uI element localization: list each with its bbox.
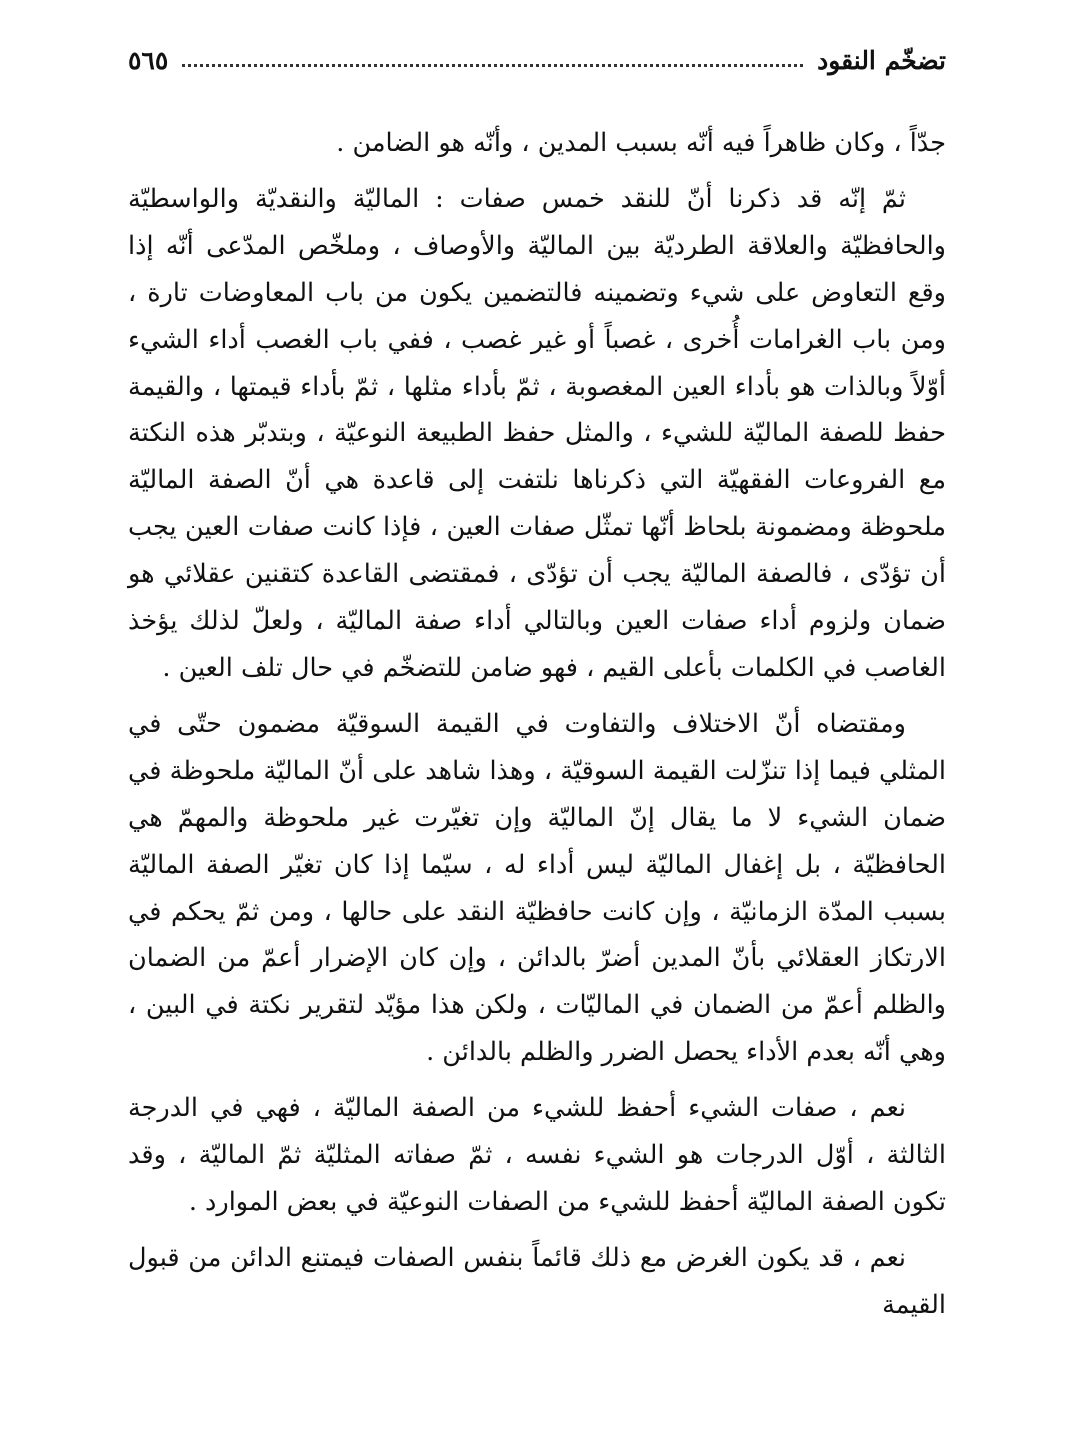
running-title: تضخّم النقود <box>817 45 946 75</box>
paragraph: نعم ، قد يكون الغرض مع ذلك قائماً بنفس الصفات فيمتنع الدائن من قبول القيمة <box>128 1242 946 1320</box>
page-header <box>128 38 946 82</box>
paragraph: نعم ، صفات الشيء أحفظ للشيء من الصفة الماليّة ، فهي في الدرجة الثالثة ، أوّل الدرجات هو الشيء نفسه ، ثمّ صفاته المثليّة ثمّ الماليّة ، وقد تكون الصفة الماليّة أحفظ للشيء من الصفات النوعيّة في بعض الموارد . <box>128 1093 946 1217</box>
page-number: ٥٦٥ <box>128 45 169 75</box>
paragraph: ثمّ إنّه قد ذكرنا أنّ للنقد خمس صفات : الماليّة والنقديّة والواسطيّة والحافظيّة والعلاقة الطرديّة بين الماليّة والأوصاف ، وملخّص المدّعى أنّه إذا وقع التعاوض على شيء وتضمينه فالتضمين يكون من باب المعاوضات تارة ، ومن باب الغرامات أُخرى ، غصباً أو غير غصب ، ففي باب الغصب أداء الشيء أوّلاً وبالذات هو بأداء العين المغصوبة ، ثمّ بأداء مثلها ، ثمّ بأداء قيمتها ، والقيمة حفظ للصفة الماليّة للشيء ، والمثل حفظ الطبيعة النوعيّة ، وبتدبّر هذه النكتة مع الفروعات الفقهيّة التي ذكرناها نلتفت إلى قاعدة هي أنّ الصفة الماليّة ملحوظة ومضمونة بلحاظ أنّها تمثّل صفات العين ، فإذا كانت صفات العين يجب أن تؤدّى ، فالصفة الماليّة يجب أن تؤدّى ، فمقتضى القاعدة كتقنين عقلائي هو ضمان ولزوم أداء صفات العين وبالتالي أداء صفة الماليّة ، ولعلّ لذلك يؤخذ الغاصب في الكلمات بأعلى القيم ، فهو ضامن للتضخّم في حال تلف العين . <box>128 183 946 683</box>
paragraph: ومقتضاه أنّ الاختلاف والتفاوت في القيمة السوقيّة مضمون حتّى في المثلي فيما إذا تنزّلت القيمة السوقيّة ، وهذا شاهد على أنّ الماليّة ملحوظة في ضمان الشيء لا ما يقال إنّ الماليّة وإن تغيّرت غير ملحوظة والمهمّ هي الحافظيّة ، بل إغفال الماليّة ليس أداء له ، سيّما إذا كان تغيّر الصفة الماليّة بسبب المدّة الزمانيّة ، وإن كانت حافظيّة النقد على حالها ، ومن ثمّ يحكم في الارتكاز العقلائي بأنّ المدين أضرّ بالدائن ، وإن كان الإضرار أعمّ من الضمان والظلم أعمّ من الضمان في الماليّات ، ولكن هذا مؤيّد لتقرير نكتة في البين ، وهي أنّه بعدم الأداء يحصل الضرر والظلم بالدائن . <box>128 708 946 1068</box>
dotted-leader <box>182 64 803 67</box>
paragraph-continuation: جدّاً ، وكان ظاهراً فيه أنّه بسبب المدين ، وأنّه هو الضامن . <box>336 128 946 158</box>
body-text <box>128 120 946 1338</box>
